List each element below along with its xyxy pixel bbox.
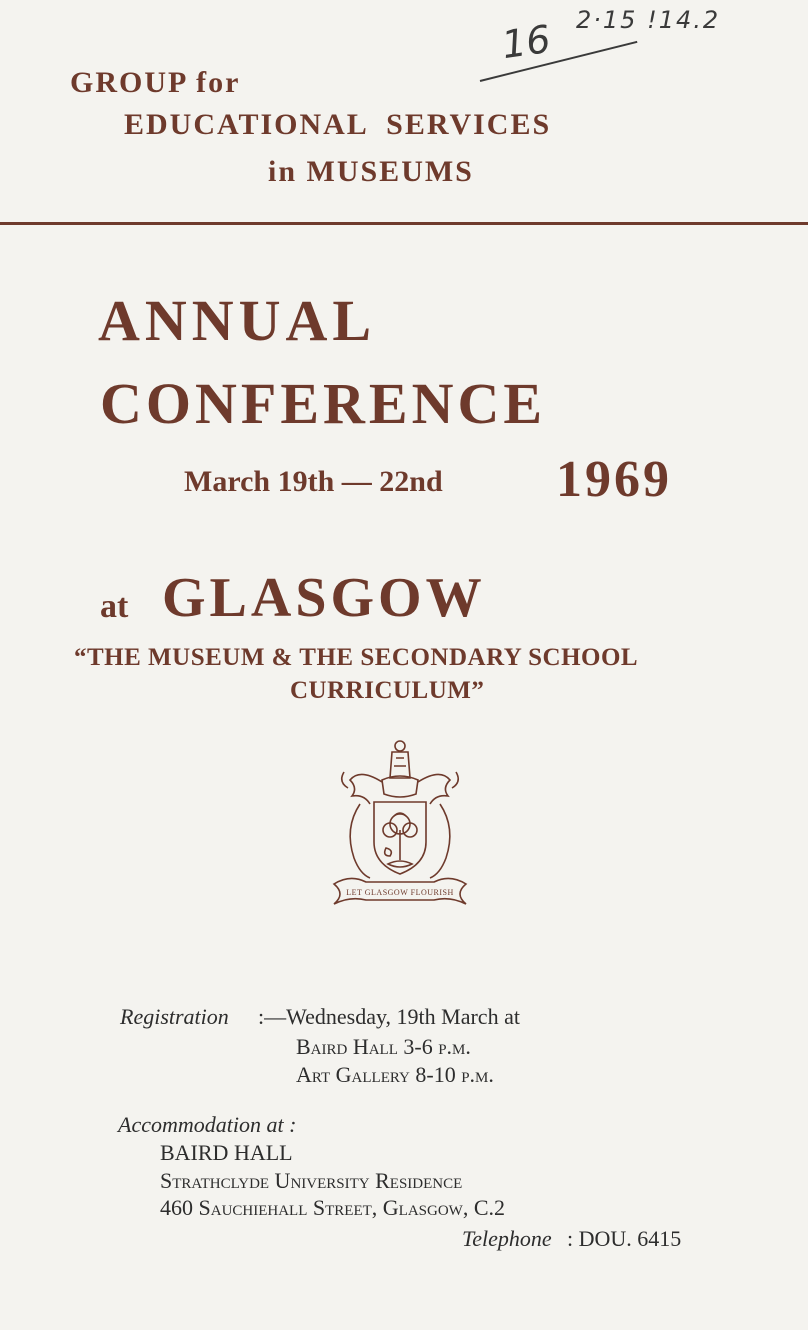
location-city: GLASGOW bbox=[162, 567, 486, 629]
theme-line-1: “THE MUSEUM & THE SECONDARY SCHOOL bbox=[74, 644, 639, 671]
accommodation-address: 460 Sauchiehall Street, Glasgow, C.2 bbox=[160, 1195, 505, 1220]
accommodation-residence: Strathclyde University Residence bbox=[160, 1168, 463, 1193]
crest-motto: LET GLASGOW FLOURISH bbox=[346, 888, 454, 897]
title-annual: ANNUAL bbox=[98, 288, 377, 353]
telephone-label: Telephone bbox=[462, 1226, 552, 1251]
conference-dates: March 19th — 22nd bbox=[184, 465, 443, 498]
organisation-line-3: in MUSEUMS bbox=[268, 155, 474, 188]
registration-venue-2: Art Gallery 8-10 p.m. bbox=[296, 1062, 494, 1087]
registration-text: :—Wednesday, 19th March at bbox=[258, 1004, 520, 1029]
registration-label: Registration bbox=[120, 1004, 229, 1029]
organisation-line-1: GROUP for bbox=[70, 66, 241, 99]
conference-year: 1969 bbox=[556, 451, 672, 508]
glasgow-coat-of-arms-icon bbox=[330, 738, 470, 908]
handwritten-number: 16 bbox=[499, 16, 554, 68]
location-at: at bbox=[100, 588, 129, 625]
title-conference: CONFERENCE bbox=[100, 371, 547, 436]
accommodation-name: BAIRD HALL bbox=[160, 1140, 293, 1165]
header-divider bbox=[0, 222, 808, 225]
telephone-number: : DOU. 6415 bbox=[567, 1226, 682, 1251]
registration-venue-1: Baird Hall 3-6 p.m. bbox=[296, 1034, 471, 1059]
accommodation-label: Accommodation at : bbox=[118, 1112, 297, 1137]
organisation-line-2: EDUCATIONAL SERVICES bbox=[124, 108, 552, 141]
handwritten-code: 2·15 !14.2 bbox=[576, 6, 721, 34]
theme-line-2: CURRICULUM” bbox=[290, 677, 485, 704]
